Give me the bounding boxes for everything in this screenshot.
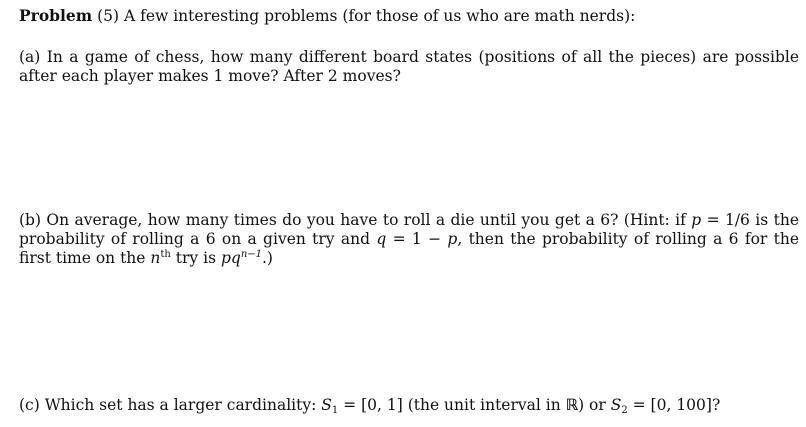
part-c-text — [19, 396, 799, 415]
problem-label: Problem — [19, 6, 93, 25]
var-p-2: p — [447, 230, 458, 248]
subscript-1: 1 — [331, 405, 339, 416]
var-n: n — [150, 249, 161, 267]
part-b-prefix: (b) On average, how many times do you have to roll a die until you get a 6? (Hint: if — [19, 211, 692, 229]
part-c-s1-close: ) or — [578, 396, 611, 414]
part-b-mid: , then the probability of rolling a 6 for the first time on the — [19, 230, 800, 267]
exponent-n-minus-1: n−1 — [240, 249, 262, 260]
var-s1: S — [321, 396, 332, 414]
superscript-th: th — [160, 249, 171, 260]
var-q: q — [376, 230, 387, 248]
part-c-prefix: (c) Which set has a larger cardinality: — [19, 396, 322, 414]
problem-heading — [19, 6, 635, 26]
part-b-q-rest: = 1 − — [386, 230, 448, 248]
part-a-text: (a) In a game of chess, how many different board states (positions of all the pieces) are possible after each player makes 1 move? After 2 moves? — [19, 48, 799, 85]
subscript-2: 2 — [621, 405, 628, 416]
problem-intro: (5) A few interesting problems (for those of us who are math nerds): — [97, 7, 636, 25]
part-b-try-text: try is — [170, 249, 221, 267]
var-p: p — [691, 211, 702, 229]
part-c-s1-value: = [0, 1] (the unit interval in — [338, 396, 566, 414]
part-b-eq1-rest: = 1/6 is the probability of rolling a 6 on a given try and — [19, 211, 799, 248]
part-b-end: .) — [262, 249, 273, 267]
var-s2: S — [610, 396, 622, 414]
reals-symbol: ℝ — [565, 396, 579, 414]
var-pq: pq — [220, 249, 241, 267]
part-b-text — [19, 211, 799, 268]
part-c-s2-value: = [0, 100]? — [627, 396, 721, 414]
